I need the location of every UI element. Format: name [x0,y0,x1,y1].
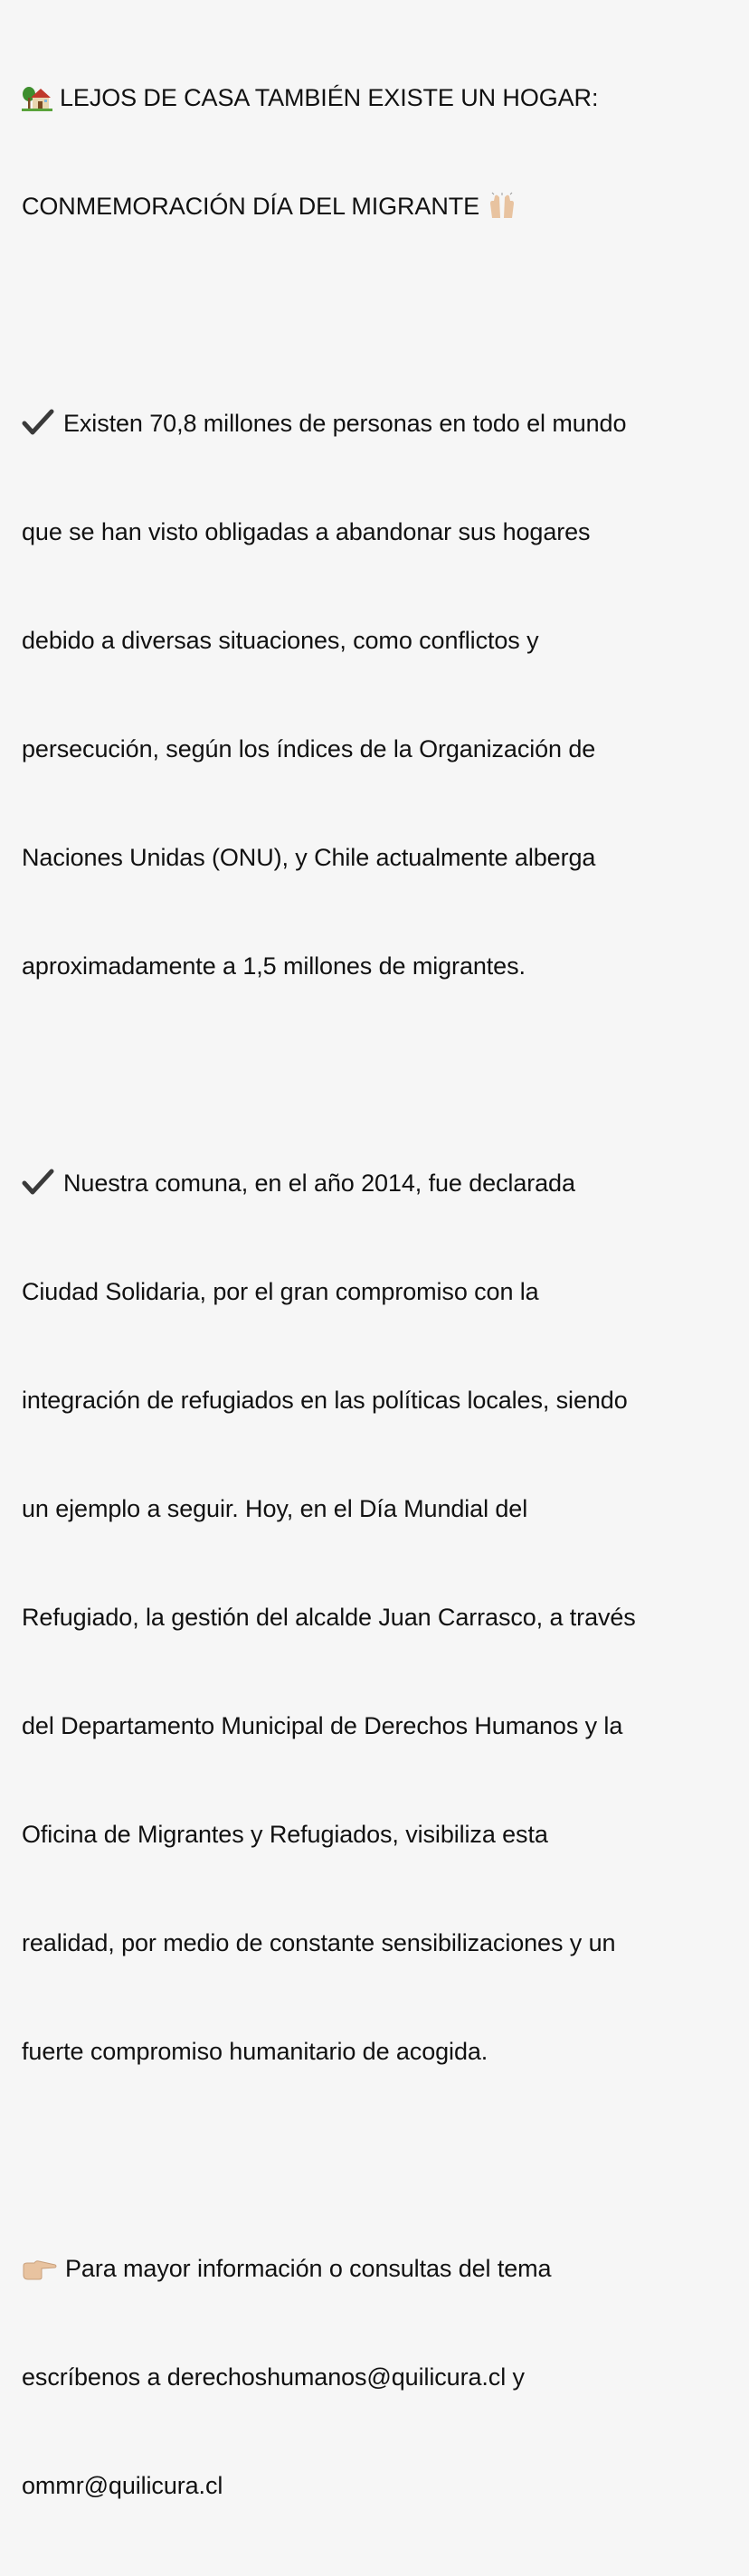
pointing-right-hand-icon [22,2255,58,2282]
paragraph-3 [22,2178,727,2576]
paragraph-1-line-3: debido a diversas situaciones, como conflictos y [22,627,539,654]
paragraph-2-line-1: Nuestra comuna, en el año 2014, fue declarada [63,1170,575,1197]
paragraph-2-line-8: realidad, por medio de constante sensibilizaciones y un [22,1929,616,1956]
paragraph-2 [22,1093,727,2142]
title-line-2: CONMEMORACIÓN DÍA DEL MIGRANTE [22,193,480,220]
paragraph-2-line-7: Oficina de Migrantes y Refugiados, visibiliza esta [22,1821,548,1848]
paragraph-2-line-6: del Departamento Municipal de Derechos Humanos y la [22,1712,623,1739]
paragraph-3-line-2: escríbenos a derechoshumanos@quilicura.cl y [22,2363,525,2391]
paragraph-2-line-4: un ejemplo a seguir. Hoy, en el Día Mundial del [22,1495,528,1522]
paragraph-spacer [22,2142,727,2178]
paragraph-2-line-9: fuerte compromiso humanitario de acogida. [22,2038,488,2065]
check-mark-icon [22,1169,54,1196]
paragraph-2-line-3: integración de refugiados en las políticas locales, siendo [22,1387,628,1414]
paragraph-line [22,1165,727,1201]
title-line [22,188,727,224]
title-line-1: LEJOS DE CASA TAMBIÉN EXISTE UN HOGAR: [60,84,599,111]
paragraph-1-line-1: Existen 70,8 millones de personas en todo el mundo [63,410,627,437]
paragraph-spacer [22,1056,727,1093]
paragraph-1-line-5: Naciones Unidas (ONU), y Chile actualmente alberga [22,844,596,871]
paragraph-spacer [22,297,727,333]
title-line [22,80,727,116]
paragraph-1-line-6: aproximadamente a 1,5 millones de migrantes. [22,952,526,980]
paragraph-3-line-3: ommr@quilicura.cl [22,2472,223,2499]
raising-hands-icon [487,193,517,220]
paragraph-2-line-5: Refugiado, la gestión del alcalde Juan Carrasco, a través [22,1604,636,1631]
post-title [22,7,727,297]
paragraph-2-line-2: Ciudad Solidaria, por el gran compromiso con la [22,1278,539,1305]
paragraph-1-line-4: persecución, según los índices de la Organización de [22,735,596,762]
paragraph-1 [22,333,727,1056]
paragraph-1-line-2: que se han visto obligadas a abandonar sus hogares [22,518,591,545]
paragraph-line [22,2250,727,2287]
paragraph-3-line-1: Para mayor información o consultas del tema [65,2255,552,2282]
paragraph-line [22,405,727,441]
house-with-garden-icon [22,84,52,111]
check-mark-icon [22,409,54,436]
